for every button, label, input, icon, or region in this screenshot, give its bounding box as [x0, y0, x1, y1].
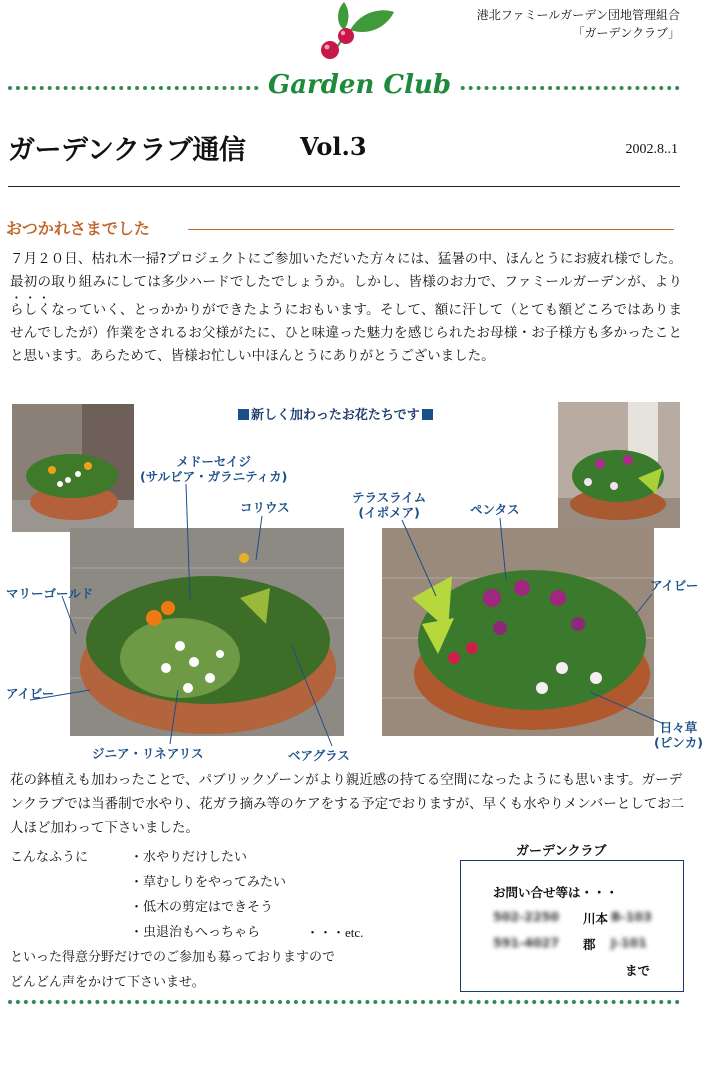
closing-line-1: といった得意分野だけでのご参加も募っておりますので	[10, 950, 336, 965]
list-etc: ・・・etc.	[306, 925, 364, 940]
label-terrace-lime-sub: (イポメア)	[358, 505, 420, 520]
label-meadow-sage-name: メドーセイジ	[176, 454, 251, 469]
label-vinca-sub: (ピンカ)	[654, 735, 703, 750]
leader-coleus	[256, 516, 262, 560]
contact-name-2: 郡	[583, 937, 596, 952]
contact-tail: まで	[625, 963, 651, 978]
list-item-pruning: ・低木の剪定はできそう	[130, 900, 274, 915]
contact-title: ガーデンクラブ	[516, 844, 607, 859]
volume-number: Vol.3	[300, 132, 367, 161]
list-item-pests: ・虫退治もへっちゃら	[130, 925, 261, 940]
issue-date: 2002.8..1	[625, 142, 678, 157]
contact-room-1: B-103	[611, 909, 652, 924]
label-marigold: マリーゴールド	[6, 586, 94, 601]
garden-club-banner: Garden Club	[262, 70, 457, 100]
closing-paragraph-text: 花の鉢植えも加わったことで、パブリックゾーンがより親近感の持てる空間になったようにも思います。ガーデンクラブでは当番制で水やり、花ガラ摘み等のケアをする予定でおりますが、早くも水やりメンバーとしてお二人ほど加わって下さいました。	[10, 772, 685, 836]
label-vinca-name: 日々草	[659, 720, 698, 735]
help-list	[10, 846, 430, 990]
intro-text-a: ７月２０日、枯れ木一掃?プロジェクトにご参加いただいた方々には、猛暑の中、ほんとうにお疲れ様でした。最初の取り組みにしては多少ハードでしたでしょうか。しかし、皆様のお力で、ファミールガーデンが、より	[10, 251, 682, 290]
leader-bear-grass	[292, 646, 332, 746]
contact-box	[460, 860, 684, 992]
contact-room-2: J-101	[611, 935, 647, 950]
leader-pentas	[500, 518, 506, 580]
leader-ivy-right	[636, 594, 652, 614]
closing-paragraph	[10, 768, 690, 840]
closing-line-2: どんどん声をかけて下さいませ。	[10, 975, 205, 990]
contact-phone-2: 591-4027	[493, 935, 560, 950]
list-item-weeding: ・草むしりをやってみたい	[130, 875, 287, 890]
leader-vinca	[590, 692, 664, 724]
label-meadow-sage-sub: (サルビア・ガラニティカ)	[140, 469, 288, 484]
org-line-2: 「ガーデンクラブ」	[572, 26, 680, 40]
label-zinnia: ジニア・リネアリス	[92, 746, 204, 761]
section-heading: おつかれさまでした	[6, 219, 150, 238]
label-coleus: コリウス	[240, 500, 290, 515]
leader-meadow-sage	[186, 484, 190, 600]
dotted-divider-bottom	[8, 1000, 680, 1008]
org-line-1: 港北ファミールガーデン団地管理組合	[476, 8, 680, 22]
label-pentas: ペンタス	[470, 502, 520, 517]
list-lead: こんなふうに	[10, 850, 89, 865]
leader-zinnia	[170, 690, 178, 744]
label-ivy-left: アイビー	[6, 686, 55, 701]
contact-phone-1: 502-2250	[493, 909, 560, 924]
contact-lead: お問い合せ等は・・・	[493, 885, 619, 900]
new-flowers-heading-text: 新しく加わったお花たちです	[251, 408, 420, 423]
list-item-watering: ・水やりだけしたい	[130, 850, 248, 865]
label-bear-grass: ベアグラス	[288, 748, 350, 763]
label-ivy-right: アイビー	[650, 578, 699, 593]
newsletter-title: ガーデンクラブ通信	[8, 135, 246, 166]
intro-text-b: なっていく、とっかかりができたようにおもいます。そして、額に汗して（とても額どころではありませんでしたが）作業をされるお父様がたに、ひと味違った魅力を感じられたお母様・お子様方も多かったことと思います。あらためて、皆様お忙しい中ほんとうにありがとうございました。	[10, 302, 683, 364]
leader-ivy-left	[30, 690, 90, 700]
leader-marigold	[62, 596, 76, 634]
leader-terrace-lime	[402, 520, 436, 596]
intro-text-emphasis: らしく	[10, 302, 52, 318]
contact-name-1: 川本	[583, 911, 609, 926]
label-terrace-lime-name: テラスライム	[352, 490, 427, 505]
